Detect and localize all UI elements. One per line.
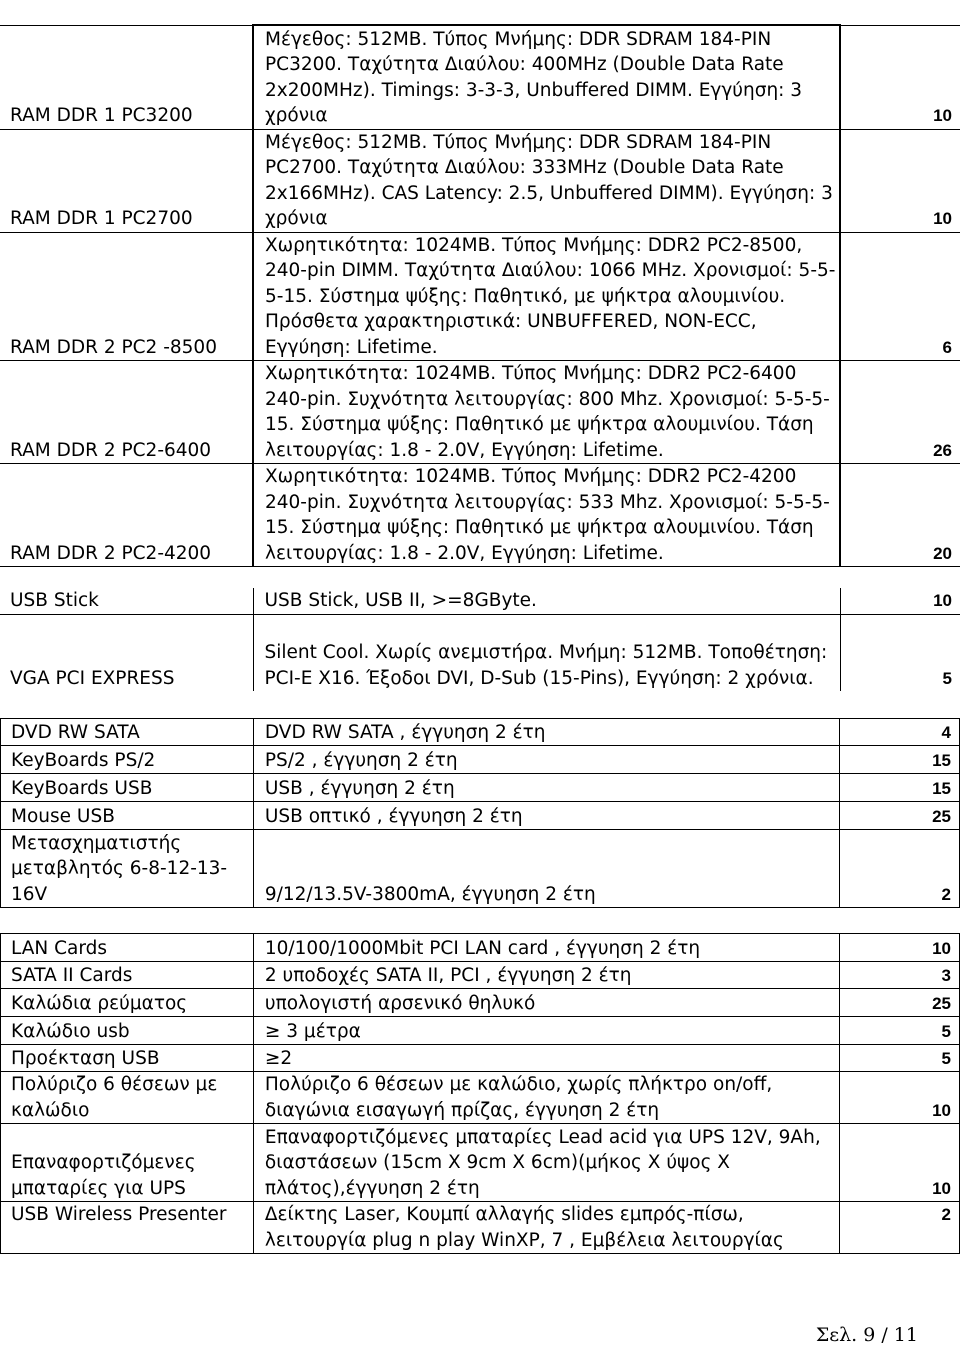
item-name: Καλώδια ρεύματος	[1, 989, 254, 1017]
item-quantity: 5	[840, 1017, 960, 1045]
item-description: USB , έγγυηση 2 έτη	[253, 774, 839, 802]
item-name: Πολύριζο 6 θέσεων με καλώδιο	[1, 1072, 254, 1124]
table-row	[1, 774, 960, 802]
item-quantity: 10	[840, 129, 960, 232]
item-description: υπολογιστή αρσενικό θηλυκό	[253, 989, 839, 1017]
item-quantity: 25	[840, 989, 960, 1017]
table-row	[0, 588, 960, 614]
table-row	[1, 1124, 960, 1202]
table-row	[1, 746, 960, 774]
item-description: 9/12/13.5V-3800mA, έγγυηση 2 έτη	[253, 830, 839, 908]
table-row	[1, 1072, 960, 1124]
table-row	[1, 934, 960, 962]
item-name: RAM DDR 2 PC2-4200	[0, 464, 253, 567]
table-row	[0, 361, 960, 464]
item-quantity: 10	[840, 588, 960, 614]
item-quantity: 10	[840, 25, 960, 129]
item-name: Μετασχηματιστής μεταβλητός 6-8-12-13-16V	[1, 830, 254, 908]
table-row	[0, 232, 960, 361]
item-name: VGA PCI EXPRESS	[10, 667, 175, 689]
table-row	[1, 1017, 960, 1045]
item-quantity: 10	[840, 1124, 960, 1202]
table-row	[0, 464, 960, 567]
accessories-table	[0, 718, 960, 908]
item-quantity: 26	[840, 361, 960, 464]
item-quantity: 15	[840, 746, 960, 774]
item-description: ≥ 3 μέτρα	[253, 1017, 839, 1045]
item-description: Μέγεθος: 512MB. Τύπος Μνήμης: DDR SDRAM 184-PIN PC3200. Ταχύτητα Διαύλου: 400MHz (Double Data Rate 2x200MHz). Timings: 3-3-3, Unbuffered DIMM. Εγγύηση: 3 χρόνια	[253, 25, 840, 129]
item-description: Επαναφορτιζόμενες μπαταρίες Lead acid για UPS 12V, 9Ah, διαστάσεων (15cm X 9cm X 6cm)(μήκος X ύψος X πλάτος),έγγυηση 2 έτη	[253, 1124, 839, 1202]
item-quantity: 15	[840, 774, 960, 802]
item-description: 2 υποδοχές SATA II, PCI , έγγυηση 2 έτη	[253, 962, 839, 989]
item-description: USB Stick, USB II, >=8GByte.	[253, 588, 840, 614]
item-name: SATA II Cards	[1, 962, 254, 989]
item-description: ≥2	[253, 1045, 839, 1072]
item-name: KeyBoards USB	[1, 774, 254, 802]
item-quantity: 4	[840, 719, 960, 746]
page-number: Σελ. 9 / 11	[815, 1324, 918, 1346]
item-description: Δείκτης Laser, Κουμπί αλλαγής slides εμπρός-πίσω, λειτουργία plug n play WinXP, 7 , Εμβέλεια λειτουργίας	[253, 1202, 839, 1254]
item-name: USB Stick	[0, 588, 253, 614]
item-description: 10/100/1000Mbit PCI LAN card , έγγυηση 2 έτη	[253, 934, 839, 962]
item-name: RAM DDR 2 PC2-6400	[0, 361, 253, 464]
item-description: DVD RW SATA , έγγυηση 2 έτη	[253, 719, 839, 746]
table-row	[1, 1202, 960, 1254]
item-quantity: 3	[840, 962, 960, 989]
item-quantity: 25	[840, 802, 960, 830]
item-description: PS/2 , έγγυηση 2 έτη	[253, 746, 839, 774]
item-name: KeyBoards PS/2	[1, 746, 254, 774]
item-name: RAM DDR 1 PC3200	[0, 25, 253, 129]
item-quantity: 2	[840, 830, 960, 908]
item-quantity: 2	[840, 1202, 960, 1254]
item-name: USB Wireless Presenter	[1, 1202, 254, 1254]
table-row	[1, 962, 960, 989]
item-name: Mouse USB	[1, 802, 254, 830]
item-quantity: 5	[942, 668, 952, 688]
item-quantity: 20	[840, 464, 960, 567]
item-name: RAM DDR 2 PC2 -8500	[0, 232, 253, 361]
item-description: Πολύριζο 6 θέσεων με καλώδιο, χωρίς πλήκτρο on/off, διαγώνια εισαγωγή πρίζας, έγγυηση 2 έτη	[253, 1072, 839, 1124]
peripherals-table	[0, 588, 960, 691]
table-row	[0, 614, 960, 691]
table-row	[1, 802, 960, 830]
table-row	[0, 25, 960, 129]
table-row	[1, 830, 960, 908]
item-quantity: 5	[840, 1045, 960, 1072]
item-name: Προέκταση USB	[1, 1045, 254, 1072]
item-quantity: 10	[840, 934, 960, 962]
table-row	[1, 719, 960, 746]
item-quantity: 6	[840, 232, 960, 361]
item-description: Silent Cool. Χωρίς ανεμιστήρα. Μνήμη: 512MB. Τοποθέτηση: PCI-E X16. Έξοδοι DVI, D-Sub (15-Pins), Εγγύηση: 2 χρόνια.	[253, 614, 840, 691]
item-name: DVD RW SATA	[1, 719, 254, 746]
table-row	[1, 1045, 960, 1072]
item-name: LAN Cards	[1, 934, 254, 962]
item-name: RAM DDR 1 PC2700	[0, 129, 253, 232]
item-description: Χωρητικότητα: 1024MB. Τύπος Μνήμης: DDR2 PC2-8500, 240-pin DIMM. Ταχύτητα Διαύλου: 1066 MHz. Χρονισμοί: 5-5-5-15. Σύστημα ψύξης: Παθητικό, με ψήκτρα αλουμινίου. Πρόσθετα χαρακτηριστικά: UNBUFFERED, NON-ECC, Εγγύηση: Lifetime.	[253, 232, 840, 361]
item-description: USB οπτικό , έγγυηση 2 έτη	[253, 802, 839, 830]
table-row	[0, 129, 960, 232]
item-description: Χωρητικότητα: 1024MB. Τύπος Μνήμης: DDR2 PC2-6400 240-pin. Συχνότητα λειτουργίας: 800 Mhz. Χρονισμοί: 5-5-5-15. Σύστημα ψύξης: Παθητικό με ψήκτρα αλουμινίου. Τάση λειτουργίας: 1.8 - 2.0V, Εγγύηση: Lifetime.	[253, 361, 840, 464]
components-table	[0, 933, 960, 1254]
item-name: Καλώδιο usb	[1, 1017, 254, 1045]
table-row	[1, 989, 960, 1017]
item-description: Χωρητικότητα: 1024MB. Τύπος Μνήμης: DDR2 PC2-4200 240-pin. Συχνότητα λειτουργίας: 533 Mhz. Χρονισμοί: 5-5-5-15. Σύστημα ψύξης: Παθητικό με ψήκτρα αλουμινίου. Τάση λειτουργίας: 1.8 - 2.0V, Εγγύηση: Lifetime.	[253, 464, 840, 567]
item-name: Επαναφορτιζόμενες μπαταρίες για UPS	[1, 1124, 254, 1202]
ram-table	[0, 24, 960, 567]
item-quantity: 10	[840, 1072, 960, 1124]
item-description: Μέγεθος: 512MB. Τύπος Μνήμης: DDR SDRAM 184-PIN PC2700. Ταχύτητα Διαύλου: 333MHz (Double Data Rate 2x166MHz). CAS Latency: 2.5, Unbuffered DIMM). Εγγύηση: 3 χρόνια	[253, 129, 840, 232]
